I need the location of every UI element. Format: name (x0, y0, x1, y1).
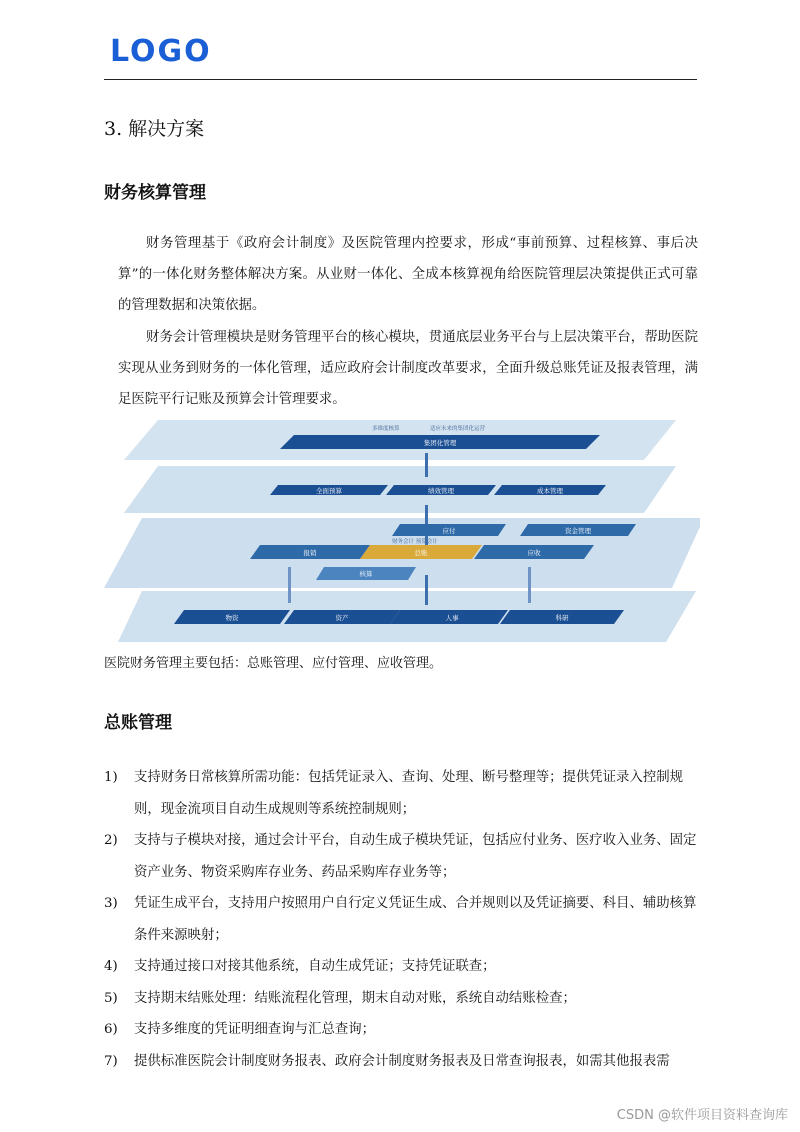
ledger-heading: 总账管理 (104, 713, 172, 733)
layer4-label: 人事 (445, 614, 459, 622)
finance-architecture-diagram (104, 417, 700, 645)
connector (425, 453, 428, 477)
watermark: CSDN @软件项目资料查询库 (616, 1108, 788, 1123)
layer2-label: 全面预算 (316, 487, 342, 495)
connector (425, 575, 428, 605)
list-item (104, 951, 698, 983)
connector (528, 567, 531, 603)
top-note-2: 适应未来的集团化运营 (430, 426, 486, 432)
layer1-label: 集团化管理 (423, 439, 457, 447)
diagram-caption: 医院财务管理主要包括：总账管理、应付管理、应收管理。 (104, 656, 443, 671)
list-item-text: 支持期末结账处理：结账流程化管理，期末自动对账，系统自动结账检查； (134, 990, 576, 1006)
layer2-label: 绩效管理 (428, 487, 454, 495)
list-item-number: 2) (104, 833, 118, 848)
list-item-number: 6) (104, 1022, 118, 1037)
list-item-text: 提供标准医院会计制度财务报表、政府会计制度财务报表及日常查询报表，如需其他报表需 (134, 1053, 670, 1069)
list-item (104, 1046, 698, 1078)
list-item-text: 支持多维度的凭证明细查询与汇总查询； (134, 1022, 376, 1037)
list-item-number: 1) (104, 770, 118, 785)
list-item-text: 支持通过接口对接其他系统，自动生成凭证；支持凭证联查； (134, 959, 496, 974)
finance-paragraph-1: 财务管理基于《政府会计制度》及医院管理内控要求，形成“事前预算、过程核算、事后决算”的一体化财务整体解决方案。从业财一体化、全成本核算视角给医院管理层决策提供正式可靠的管理数据和决策依据。 (118, 236, 698, 313)
finance-heading: 财务核算管理 (104, 183, 206, 203)
list-item-number: 5) (104, 990, 118, 1006)
layer3-label: 总账 (414, 549, 428, 557)
list-item (104, 888, 698, 951)
layer3-note: 财务会计 预算会计 (392, 539, 438, 545)
layer3-label: 核算 (359, 570, 373, 578)
layer2-label: 成本管理 (537, 487, 563, 495)
layer3-label: 应付 (442, 527, 456, 535)
list-item-text: 支持与子模块对接，通过会计平台，自动生成子模块凭证，包括应付业务、医疗收入业务、固定资产业务、物资采购库存业务、药品采购库存业务等； (134, 833, 697, 880)
list-item (104, 1014, 698, 1046)
list-item (104, 762, 698, 825)
layer4-label: 资产 (335, 614, 349, 622)
header-divider (104, 79, 697, 80)
list-item-number: 4) (104, 959, 118, 974)
list-item (104, 983, 698, 1015)
list-item-text: 凭证生成平台，支持用户按照用户自行定义凭证生成、合并规则以及凭证摘要、科目、辅助核算条件来源映射； (134, 896, 697, 943)
connector (288, 567, 291, 603)
layer3-label: 报销 (303, 549, 317, 557)
finance-paragraph-2: 财务会计管理模块是财务管理平台的核心模块，贯通底层业务平台与上层决策平台，帮助医院实现从业务到财务的一体化管理，适应政府会计制度改革要求，全面升级总账凭证及报表管理，满足医院平行记账及预算会计管理要求。 (118, 330, 698, 407)
list-item (104, 825, 698, 888)
layer3-label: 应收 (527, 549, 541, 557)
logo: LOGO (110, 34, 212, 69)
layer4-label: 物资 (225, 614, 239, 622)
layer3-label: 资金管理 (565, 527, 591, 535)
ledger-feature-list (104, 762, 698, 1077)
list-item-number: 7) (104, 1053, 118, 1069)
list-item-number: 3) (104, 896, 118, 911)
layer4-label: 科研 (555, 614, 569, 622)
top-note-1: 多维度核算 (372, 426, 400, 432)
list-item-text: 支持财务日常核算所需功能：包括凭证录入、查询、处理、断号整理等；提供凭证录入控制规则，现金流项目自动生成规则等系统控制规则； (134, 770, 684, 817)
section-title: 3. 解决方案 (104, 118, 205, 140)
